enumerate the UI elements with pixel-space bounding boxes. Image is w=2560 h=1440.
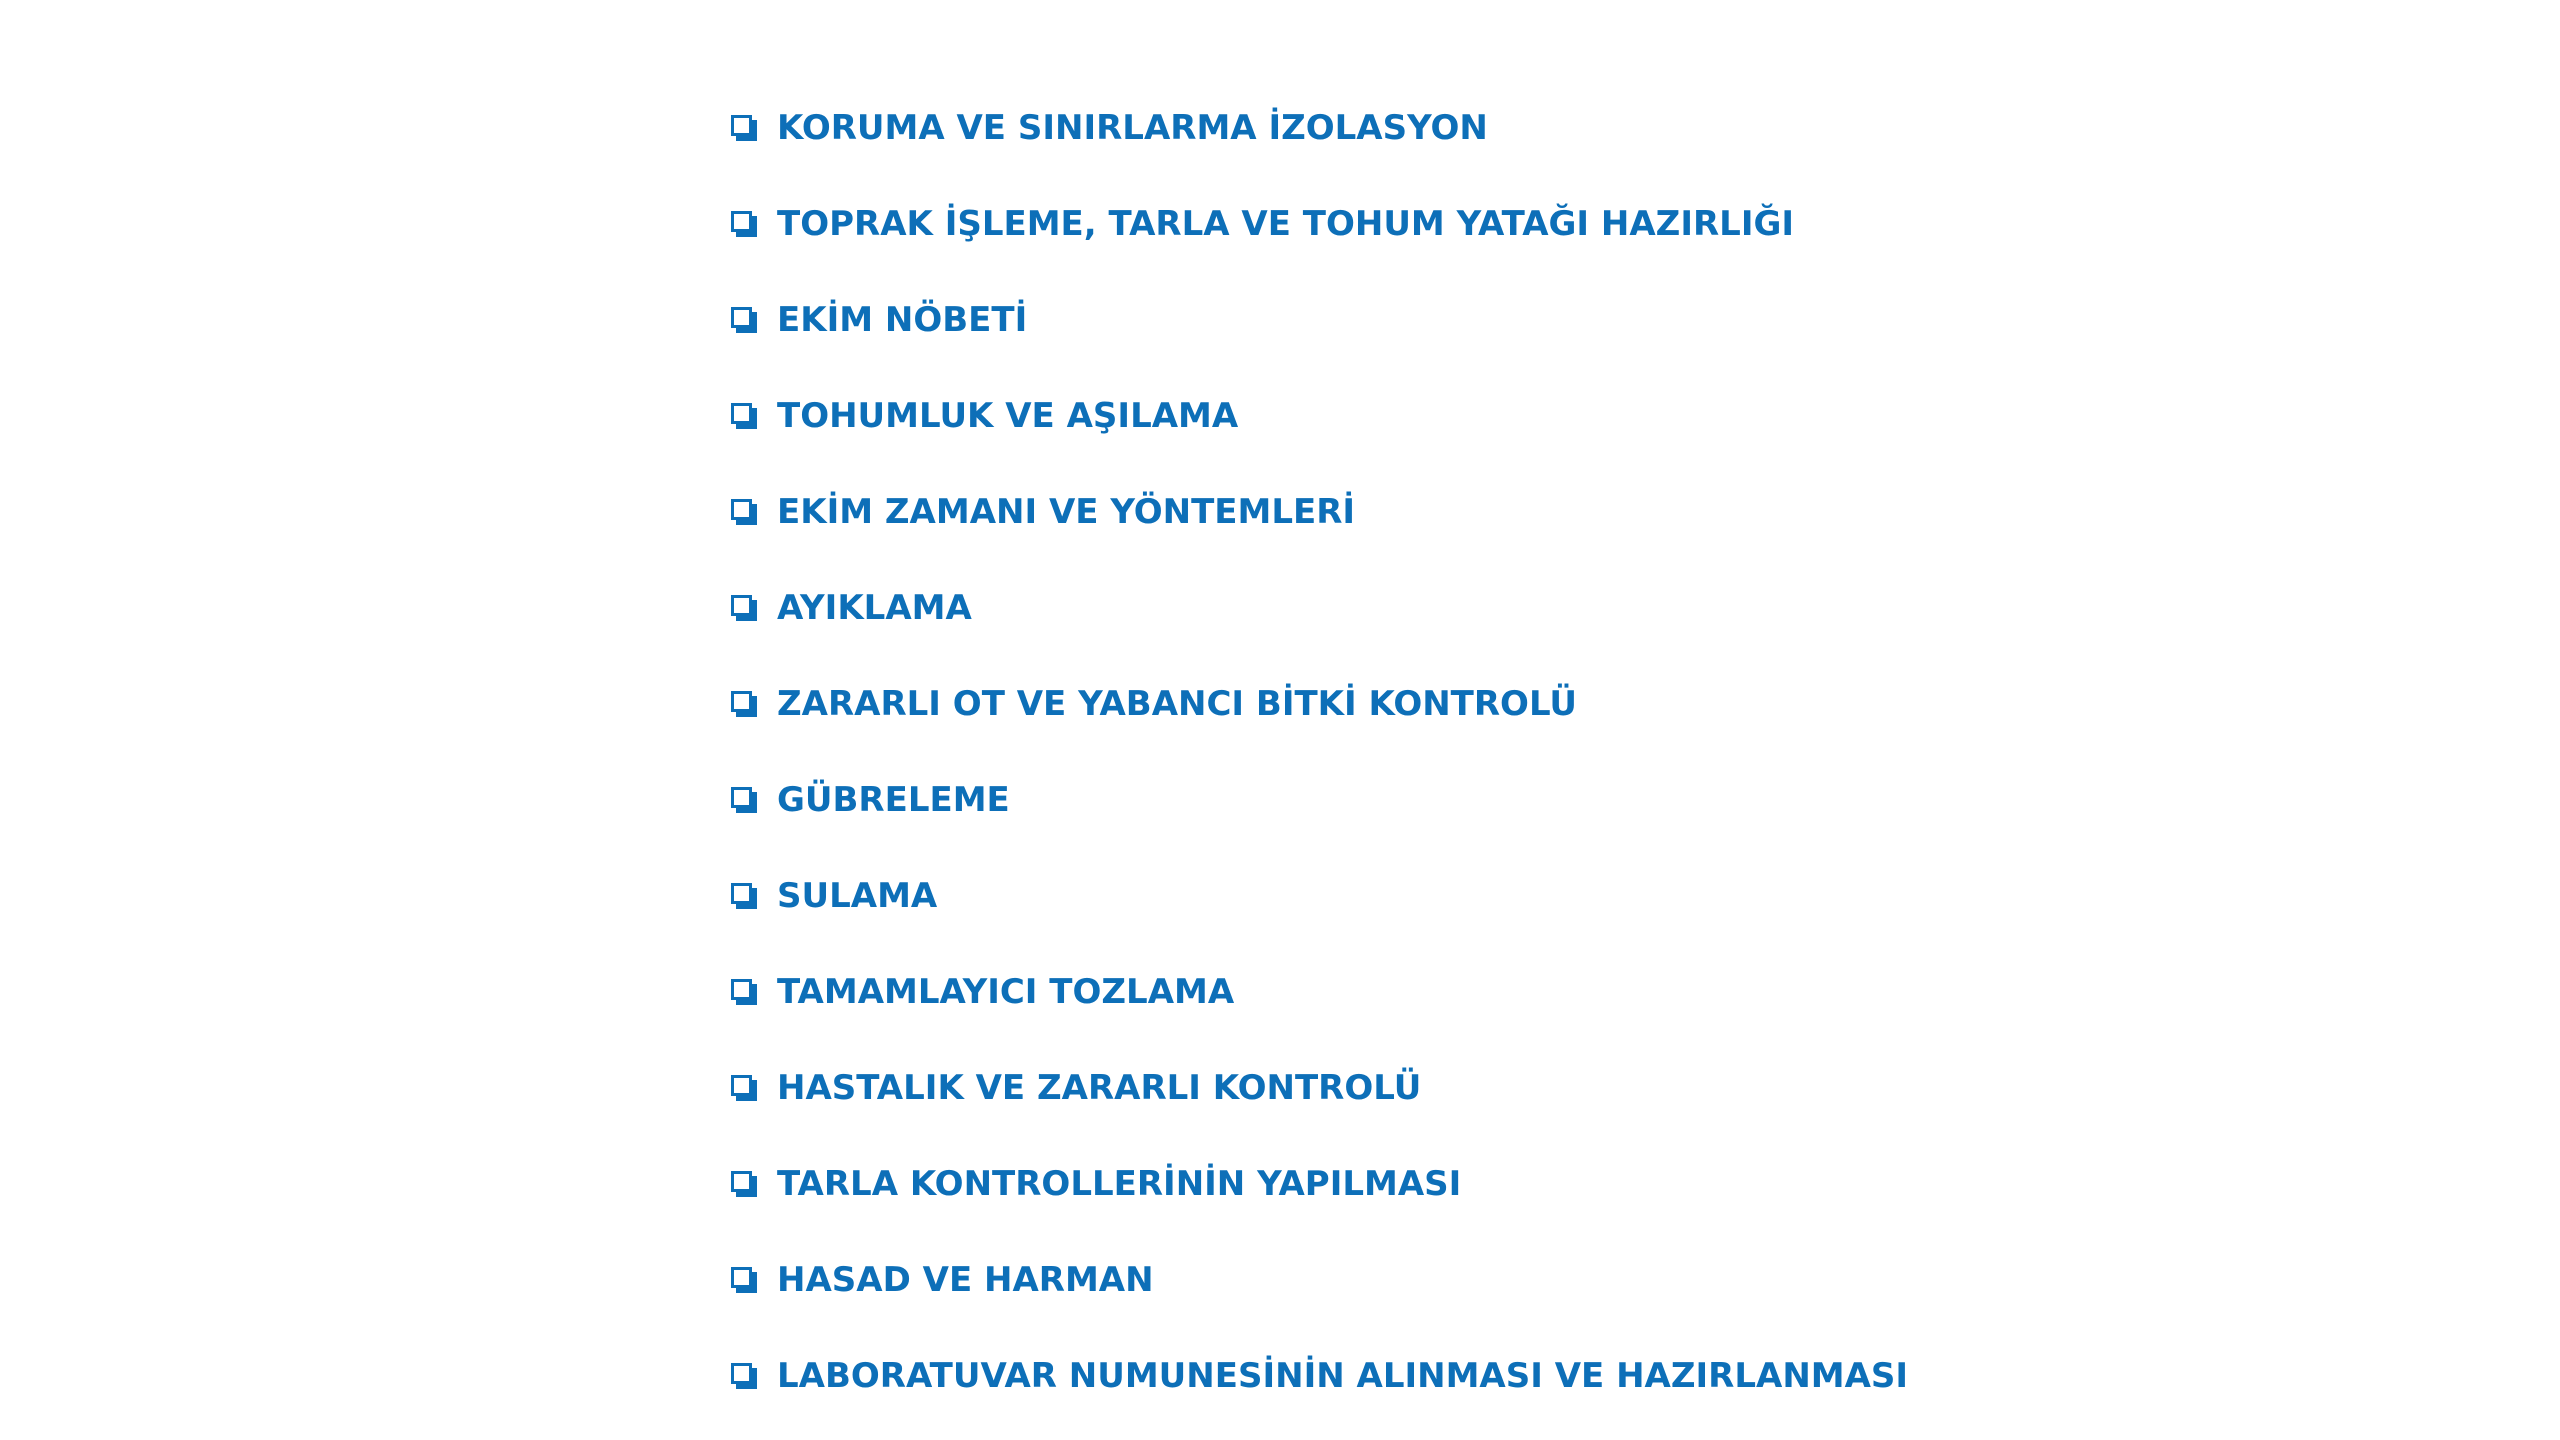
list-item xyxy=(731,944,2131,1040)
checkbox-icon xyxy=(731,499,757,525)
checkbox-icon xyxy=(731,403,757,429)
list-item xyxy=(731,1328,2131,1424)
list-item xyxy=(731,368,2131,464)
checklist xyxy=(731,80,2131,1424)
checkbox-icon xyxy=(731,691,757,717)
checkbox-icon xyxy=(731,883,757,909)
list-item-label: TOHUMLUK VE AŞILAMA xyxy=(777,396,1239,436)
list-item xyxy=(731,848,2131,944)
list-item-label: TAMAMLAYICI TOZLAMA xyxy=(777,972,1235,1012)
list-item-label: KORUMA VE SINIRLARMA İZOLASYON xyxy=(777,108,1488,148)
list-item-label: TOPRAK İŞLEME, TARLA VE TOHUM YATAĞI HAZIRLIĞI xyxy=(777,204,1795,244)
list-item xyxy=(731,1232,2131,1328)
list-item-label: LABORATUVAR NUMUNESİNİN ALINMASI VE HAZIRLANMASI xyxy=(777,1356,1909,1396)
list-item-label: EKİM ZAMANI VE YÖNTEMLERİ xyxy=(777,492,1356,532)
list-item-label: EKİM NÖBETİ xyxy=(777,300,1028,340)
checkbox-icon xyxy=(731,1267,757,1293)
checkbox-icon xyxy=(731,979,757,1005)
list-item-label: HASAD VE HARMAN xyxy=(777,1260,1154,1300)
checkbox-icon xyxy=(731,211,757,237)
list-item xyxy=(731,464,2131,560)
checkbox-icon xyxy=(731,115,757,141)
checkbox-icon xyxy=(731,1363,757,1389)
checkbox-icon xyxy=(731,1075,757,1101)
list-item-label: ZARARLI OT VE YABANCI BİTKİ KONTROLÜ xyxy=(777,684,1578,724)
list-item xyxy=(731,560,2131,656)
checkbox-icon xyxy=(731,307,757,333)
list-item xyxy=(731,656,2131,752)
list-item xyxy=(731,1136,2131,1232)
checkbox-icon xyxy=(731,1171,757,1197)
list-item xyxy=(731,752,2131,848)
list-item-label: GÜBRELEME xyxy=(777,780,1010,820)
checkbox-icon xyxy=(731,787,757,813)
list-item-label: AYIKLAMA xyxy=(777,588,972,628)
list-item xyxy=(731,80,2131,176)
list-item-label: SULAMA xyxy=(777,876,938,916)
list-item xyxy=(731,1040,2131,1136)
list-item xyxy=(731,176,2131,272)
list-item-label: HASTALIK VE ZARARLI KONTROLÜ xyxy=(777,1068,1422,1108)
list-item-label: TARLA KONTROLLERİNİN YAPILMASI xyxy=(777,1164,1462,1204)
list-item xyxy=(731,272,2131,368)
checkbox-icon xyxy=(731,595,757,621)
